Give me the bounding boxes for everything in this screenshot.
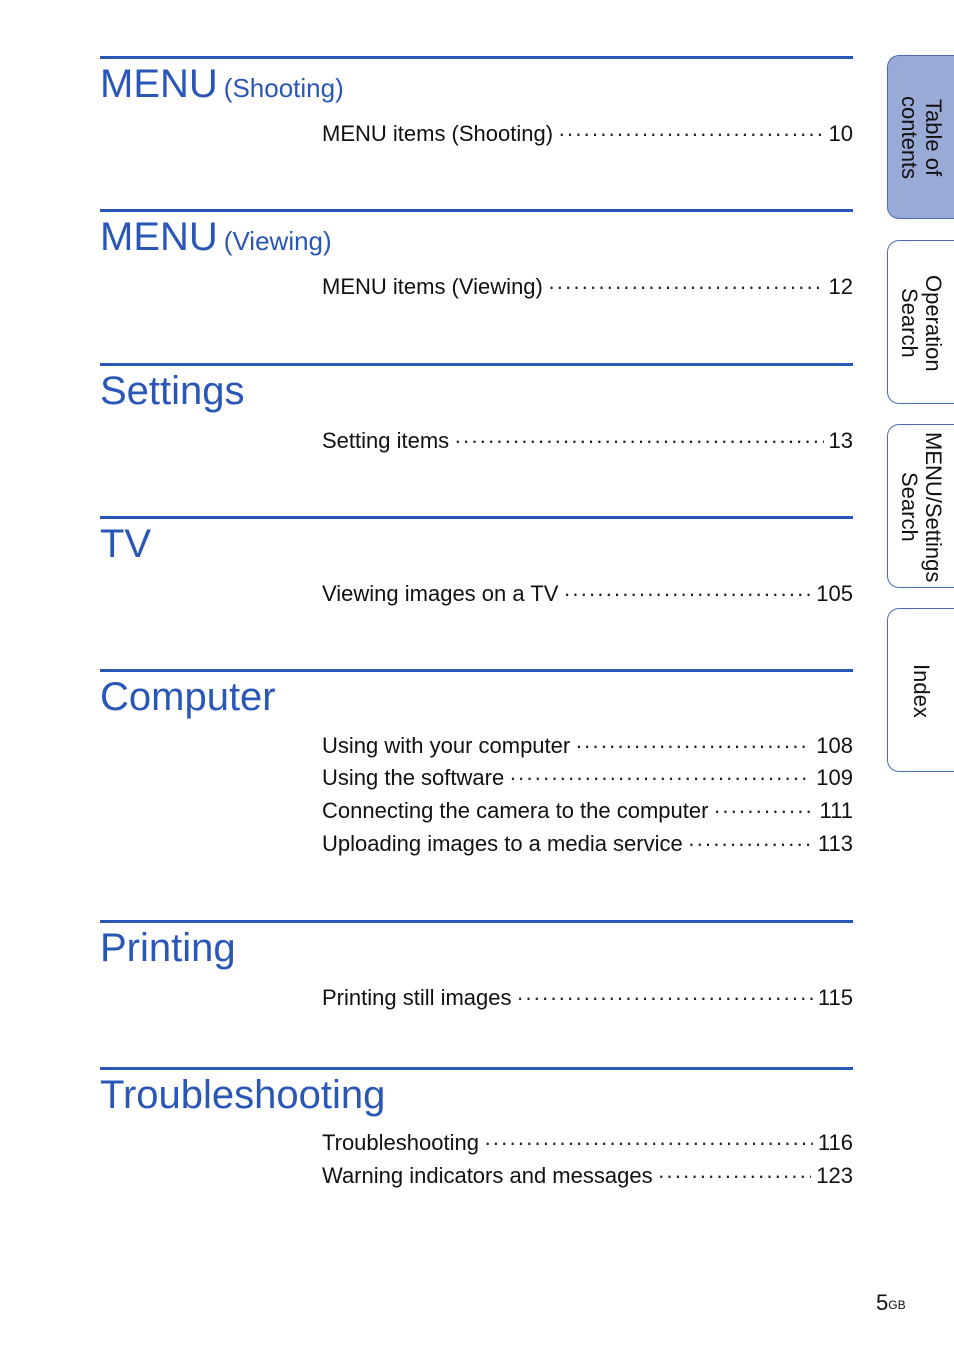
toc-entry[interactable]: [322, 797, 853, 825]
tab-label: Operation Search: [897, 274, 946, 372]
toc-entry[interactable]: [322, 830, 853, 858]
section-subheading: (Viewing): [223, 226, 332, 256]
dot-leader: [575, 732, 811, 760]
toc-entry[interactable]: [322, 580, 853, 608]
toc-entry-page: 10: [828, 121, 853, 146]
dot-leader: [563, 580, 811, 608]
section-divider: [100, 56, 853, 59]
tab-label: MENU/Settings Search: [897, 431, 946, 583]
toc-entry-title: Warning indicators and messages: [322, 1163, 653, 1188]
toc-entry-title: Setting items: [322, 428, 450, 453]
toc-entry[interactable]: [322, 984, 853, 1012]
toc-entry-title: Uploading images to a media service: [322, 831, 683, 856]
toc-entry-title: Using the software: [322, 765, 505, 790]
toc-entry-page: 111: [819, 798, 853, 823]
dot-leader: [558, 120, 823, 148]
section-heading: Settings: [100, 369, 245, 413]
dot-leader: [713, 797, 814, 825]
tab-index[interactable]: [887, 608, 954, 772]
page-number: $5^{GB}$: [876, 1290, 906, 1315]
tab-operation-search[interactable]: [887, 240, 954, 404]
dot-leader: [688, 830, 813, 858]
toc-entry-page: 116: [817, 1130, 853, 1155]
toc-entry[interactable]: [322, 1162, 853, 1190]
section-divider: [100, 516, 853, 519]
toc-entry-page: 109: [816, 765, 853, 790]
toc-entry-title: Using with your computer: [322, 733, 571, 758]
toc-entry-title: MENU items (Viewing): [322, 274, 543, 299]
section-divider: [100, 920, 853, 923]
toc-entry-title: Troubleshooting: [322, 1130, 479, 1155]
toc-entry[interactable]: [322, 273, 853, 301]
toc-entry-page: 12: [828, 274, 853, 299]
tab-table-of-contents[interactable]: [887, 55, 954, 219]
tab-label: Table of contents: [897, 96, 946, 180]
toc-entry-page: 113: [817, 831, 853, 856]
toc-entry[interactable]: [322, 732, 853, 760]
section-heading: MENU (Viewing): [100, 215, 332, 259]
section-heading: Printing: [100, 926, 236, 970]
page-number-suffix: GB: [888, 1298, 906, 1312]
dot-leader: [517, 984, 813, 1012]
toc-entry-page: 123: [816, 1163, 853, 1188]
toc-entry[interactable]: [322, 764, 853, 792]
dot-leader: [484, 1129, 813, 1157]
dot-leader: [509, 764, 811, 792]
toc-entry-page: 13: [828, 428, 853, 453]
toc-entry-page: 115: [817, 985, 853, 1010]
dot-leader: [658, 1162, 812, 1190]
section-divider: [100, 209, 853, 212]
toc-entry[interactable]: [322, 1129, 853, 1157]
toc-entry-title: Printing still images: [322, 985, 512, 1010]
dot-leader: [454, 427, 823, 455]
toc-entry-title: MENU items (Shooting): [322, 121, 554, 146]
toc-entry-page: 108: [816, 733, 853, 758]
section-heading: TV: [100, 522, 152, 566]
section-divider: [100, 363, 853, 366]
section-heading: MENU (Shooting): [100, 62, 344, 106]
section-divider: [100, 1067, 853, 1070]
dot-leader: [548, 273, 824, 301]
section-heading: Computer: [100, 675, 276, 719]
toc-entry-page: 105: [816, 581, 853, 606]
tab-label: Index: [909, 664, 934, 718]
toc-entry[interactable]: [322, 427, 853, 455]
section-divider: [100, 669, 853, 672]
section-subheading: (Shooting): [223, 73, 344, 103]
toc-entry-title: Viewing images on a TV: [322, 581, 559, 606]
tab-menu-settings-search[interactable]: [887, 424, 954, 588]
toc-entry[interactable]: [322, 120, 853, 148]
toc-entry-title: Connecting the camera to the computer: [322, 798, 709, 823]
section-heading: Troubleshooting: [100, 1073, 386, 1117]
